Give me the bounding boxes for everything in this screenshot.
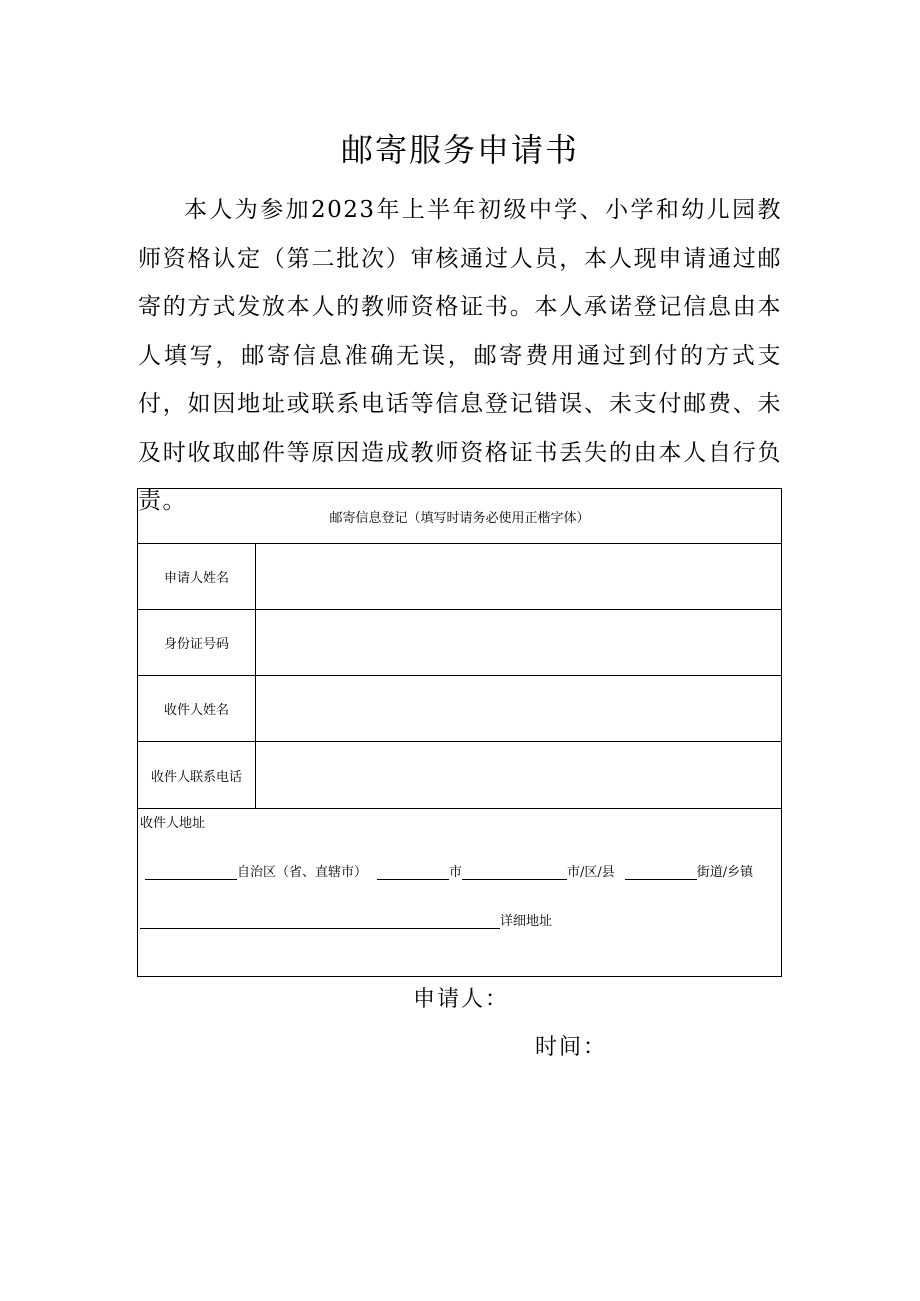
region-blank[interactable]: [145, 865, 237, 880]
street-suffix: 街道/乡镇: [696, 865, 754, 880]
detail-address-blank[interactable]: [140, 914, 500, 929]
form-header: 邮寄信息登记（填写时请务必使用正楷字体）: [138, 489, 781, 544]
address-line-region: [145, 861, 775, 880]
address-line-detail: [140, 910, 770, 929]
recipient-name-label: 收件人姓名: [138, 676, 256, 741]
form-row-recipient-phone: [138, 742, 781, 809]
recipient-address-label: 收件人地址: [140, 816, 206, 831]
street-blank[interactable]: [625, 865, 697, 880]
county-suffix: 市/区/县: [567, 865, 615, 880]
recipient-phone-label: 收件人联系电话: [138, 742, 256, 808]
id-number-field[interactable]: [256, 610, 781, 675]
form-row-recipient-name: [138, 676, 781, 742]
id-number-label: 身份证号码: [138, 610, 256, 675]
form-row-applicant-name: [138, 544, 781, 610]
form-row-id-number: [138, 610, 781, 676]
applicant-name-label: 申请人姓名: [138, 544, 256, 609]
detail-address-suffix: 详细地址: [500, 914, 553, 929]
declaration-paragraph: 本人为参加2023年上半年初级中学、小学和幼儿园教师资格认定（第二批次）审核通过人员，本人现申请通过邮寄的方式发放本人的教师资格证书。本人承诺登记信息由本人填写，邮寄信息准确无误，邮寄费用通过到付的方式支付，如因地址或联系电话等信息登记错误、未支付邮费、未及时收取邮件等原因造成教师资格证书丢失的由本人自行负责。: [138, 197, 782, 514]
applicant-signature-label: 申请人：: [413, 987, 510, 1012]
applicant-name-field[interactable]: [256, 544, 781, 609]
city-suffix: 市: [449, 865, 463, 880]
date-label: 时间：: [535, 1035, 608, 1060]
region-suffix: 自治区（省、直辖市）: [237, 865, 368, 880]
city-blank[interactable]: [377, 865, 449, 880]
recipient-phone-field[interactable]: [256, 742, 781, 808]
document-title: 邮寄服务申请书: [340, 131, 579, 169]
mailing-info-form: [137, 488, 782, 977]
recipient-name-field[interactable]: [256, 676, 781, 741]
county-blank[interactable]: [462, 865, 567, 880]
recipient-address-cell: [138, 809, 781, 976]
